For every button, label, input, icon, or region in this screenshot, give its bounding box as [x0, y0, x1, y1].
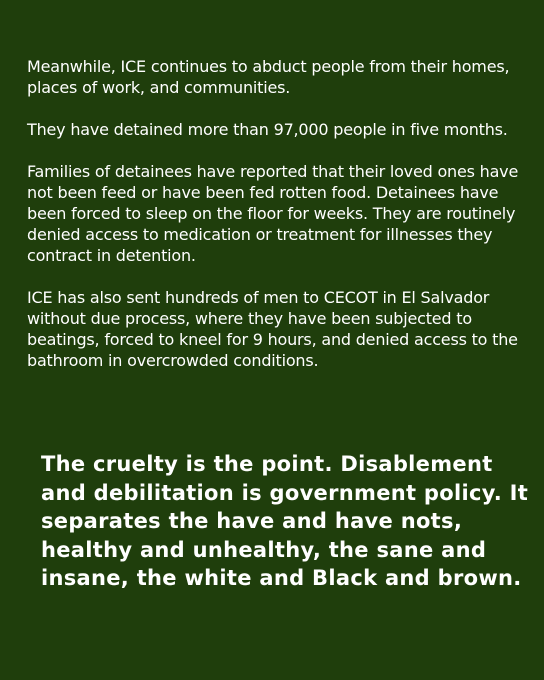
body-text	[27, 56, 527, 371]
paragraph-detained-count: They have detained more than 97,000 people in five months.	[27, 120, 508, 139]
paragraph-cecot: ICE has also sent hundreds of men to CECOT in El Salvador without due process, where they have been subjected to beatings, forced to kneel for 9 hours, and denied access to the bathroom in overcrowded conditions.	[27, 288, 518, 370]
paragraph-abductions: Meanwhile, ICE continues to abduct people from their homes, places of work, and communities.	[27, 57, 510, 97]
paragraph-detention-conditions: Families of detainees have reported that their loved ones have not been feed or have been fed rotten food. Detainees have been forced to sleep on the floor for weeks. They are routinely denied access to medication or treatment for illnesses they contract in detention.	[27, 162, 519, 265]
emphasis-statement: The cruelty is the point. Disablement and debilitation is government policy. It separates the have and have nots, healthy and unhealthy, the sane and insane, the white and Black and brown.	[41, 452, 529, 590]
